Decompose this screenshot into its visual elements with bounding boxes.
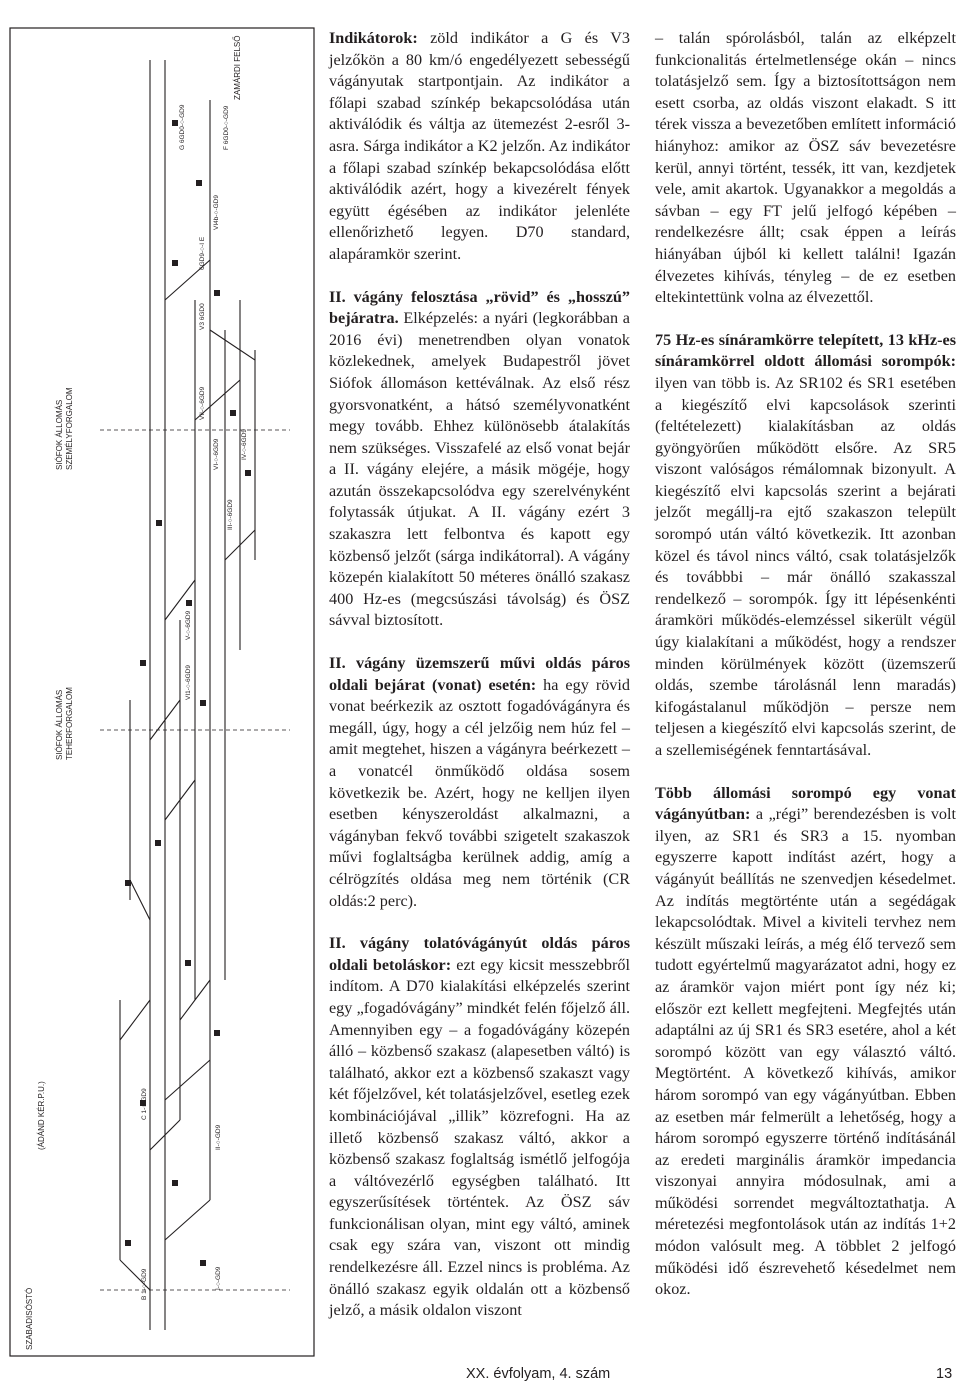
run-in-heading: II. vágány tolatóvágányút oldás páros oldali betoláskor:: [329, 934, 630, 974]
label-adand: (ÁDÁND KÉR.P.U.): [37, 1081, 46, 1150]
signal-label: IV-○-6GD9: [241, 428, 248, 460]
signal-label: B 1-○-GD9: [141, 1268, 148, 1300]
text-column-left: [329, 28, 630, 1322]
paragraph-manual-release: [329, 653, 630, 912]
signal-label: II-○-GD9: [215, 1124, 222, 1150]
paragraph-text: – talán spórolásból, talán az elképzelt funkcionalitás értelmetlensége okán – nincs tolatásjelző sem. Így a biztosítottságon nem esett csorba, az oldás viszont elakadt. S itt térek vissza a bevezetőben említett információ hiányhoz: amikor az ÖSZ sáv bevezetésre kerül, annyi történt, tessék, itt van, kezdjetek vele, amit akartok. Ugyanakkor a megoldás a sávban – egy FT jelű jelfogó képében – rendelkezésre állt; csak éppen a leírás hiányában újból ki kellett találni! Igazán élvezetes kihívás, tényleg – de ez esetben eltekintettünk volna az élvezettől.: [655, 29, 956, 307]
signal-label: G 6GD0-○-GD9: [179, 104, 186, 150]
footer-issue: XX. évfolyam, 4. szám: [466, 1366, 611, 1382]
signal-label: V3 6GD0: [199, 303, 206, 330]
signal-label: I-○-GD9: [215, 1266, 222, 1290]
signal-label: VI1-○-6GD9: [185, 665, 192, 700]
label-station-mid-sub: TEHERFORGALOM: [65, 687, 74, 760]
paragraph-text: zöld indikátor a G és V3 jelzőkön a 80 km/ó engedélyezett sebességű vágányutak startpontjain. Az indikátor a főlapi szabad színkép bekapcsolódása után aktiválódik és váltja az ütemezést 2-esről 3-asra. Sárga indikátor a K2 jelzőn. Az indikátor a főlapi szabad színkép bekapcsolódása előtt aktiválódik azért, hogy a kivezérelt fények együtt égésében az indikátor jelenléte ellenőrizhető legyen. D70 standard, alapáramkör szerint.: [329, 29, 630, 263]
signal-label: III-○-6GD9: [227, 499, 234, 530]
signal-label: C 1-○-GD9: [141, 1088, 148, 1120]
paragraph-text: ezt egy kicsit messzebbről indítom. A D70 kialakítási elképzelés szerint egy „fogadóvágány” mindkét felén főjelző áll. Amennyiben egy – a fogadóvágány közepén álló – közbenső szakasz (alapesetben váltó) is található, akkor ezt a közbenső szakaszt vagy két főjelzővel, két tolatásjelzővel, esetleg ezek kombinációjával „illik” közrefogni. Ha az illető közbenső szakasz váltó, akkor a közbenső szakasz foglaltság ismétlő jelfogója a váltóvezérlő egységben található. Itt egyszerűsítések történtek. Az ÖSZ sáv funkcionálisan olyan, mint egy váltó, aminek csak egy szára van, viszont ott mindig rendelkezésre áll. Ezzel nincs is probléma. Az önálló szakasz egyik oldalán ott a közbenső jelző, a másik oldalon viszont: [329, 955, 630, 1320]
paragraph-indicators: [329, 28, 630, 266]
track-layout-diagram: [0, 0, 318, 1360]
paragraph-shunting-release: [329, 933, 630, 1322]
signal-label: VI-○-6GD9: [213, 438, 220, 470]
run-in-heading: 75 Hz-es sínáramkörre telepített, 13 kHz-es sínáramkörrel oldott állomási sorompók:: [655, 330, 956, 371]
label-station-top-sub: SZEMÉLYFORGALOM: [65, 387, 74, 470]
run-in-heading: Indikátorok:: [329, 29, 418, 47]
text-column-right: [655, 28, 956, 1301]
label-station-mid: SIÓFOK ÁLLOMÁS: [55, 689, 64, 760]
paragraph-continuation: [655, 28, 956, 309]
signal-label: VII-○-6GD9: [199, 386, 206, 420]
label-station-top: SIÓFOK ÁLLOMÁS: [55, 399, 64, 470]
paragraph-text: a „régi” berendezésben is volt ilyen, az SR1 és SR3 a 15. nyomban egyszerre kapott indítást azért, hogy a vágányút beállítás ne szenvedjen késedelmet. Az indítás megtörténte után a segédágak lekapcsolódtak. Mivel a kiviteli tervhez nem készült műszaki leírás, a még élő tervező sem tudott egyértelmű magyarázatot adni, hogy ez az áramkör vajon miért pont így néz ki; először ezt kellett megfejteni. Megfejtés után adaptálni az új SR1 és SR3 esetére, ahol a két sorompó között van egy választó váltó. Megtörtént. A következő kihívás, amikor három sorompó van egy vágányútban. Ebben az esetben már felmerült a lehetőség, hogy a három sorompó egyszerre történő indításánál az eredeti marginális áramkör impedancia viszonyai annyira módosulnak, ami a működési sorrendet megváltoztathatja. A méretezési megfontolások után az indítás 1+2 módon valósult meg. A többlet 2 jelfogó működési idő észrevehető késedelmet nem okoz.: [655, 805, 956, 1299]
run-in-heading: II. vágány felosztása „rövid” és „hosszú” bejáratra.: [329, 287, 630, 328]
paragraph-text: ha egy rövid vonat beérkezik az osztott fogadóvágányra és megáll, úgy, hogy a cél jelzőig nem húz fel – amit megtehet, hiszen a vágányra beérkezett – a vonatcél önműködő oldása sosem következik be. Azért, hogy ne kelljen ilyen esetben kényszeroldást alkalmazni, a vágányban fekvő további szigetelt szakaszok művi foglaltságba kerülnek addig, amíg a célrögzítés oldása meg nem történik (CR oldás:2 perc).: [329, 675, 630, 910]
paragraph-text: Elképzelés: a nyári (legkorábban a 2016 évi) menetrendben olyan vonatok közlekednek, amelyek Budapestről jövet Siófok állomáson kettéválnak. Az első rész gyorsvonatként, a hátsó személyvonatként megy tovább. Ehhez különösebb átalakítás nem szükséges. Visszafelé az első vonat bejár a II. vágány elejére, a másik mögéje, hogy azután összekapcsolódva egy szerelvényként folytassák útjukat. A II. vágány ezért 3 szakaszra lett felbontva és kapott egy közbenső jelzőt (sárga indikátorral). A vágány közepén kialakított 50 méteres önálló szakasz 400 Hz-es (megcsúszási távolság) és ÖSZ sávval biztosított.: [329, 309, 630, 630]
signal-label: F 6GD0-○-GD9: [223, 105, 230, 150]
paragraph-level-crossings: [655, 330, 956, 762]
paragraph-multiple-crossings: [655, 783, 956, 1301]
paragraph-track-split: [329, 287, 630, 633]
page-number: 13: [936, 1366, 953, 1382]
run-in-heading: II. vágány üzemszerű művi oldás páros oldali bejárat (vonat) esetén:: [329, 654, 630, 694]
paragraph-text: ilyen van több is. Az SR102 és SR1 esetében a kiegészítő elvi kapcsolások szerinti (feltételezett) kialakításban az oldás gyöngyörűen működött elsőre. Az SR5 viszont valóságos rémálomnak bizonyult. A kiegészítő elvi kapcsolás szerint a bejárati jelzőt megállj-ra ejtő szakaszon települt sorompó után váltó következik. Itt azonban közel és távol nincs váltó, csak tolatásjelzők és továbbbi – már önálló szakasszal rendelkező – sorompók. Így itt lépésenkénti áramköri működés-elemzéssel sikerült végül úgy kialakítani a működést, hogy a rendszer minden körülmények között (üzemszerű oldás, szembe tárolásnál lenn maradás) kifogástalanul működjön – persze nem teljesen a kiegészítő elvi kapcsolás szerint, de a szellemiségének fenntartásával.: [655, 373, 956, 759]
label-szabadisosto: SZABADISÓSTÓ: [25, 1287, 34, 1350]
run-in-heading: Több állomási sorompó egy vonat vágányútban:: [655, 783, 956, 824]
signal-label: V-○-6GD9: [185, 610, 192, 640]
signal-label: 6GD9-○-I E: [199, 236, 206, 270]
label-zamardi: ZAMÁRDI FELSŐ: [233, 35, 242, 100]
signal-label: VI4b-○-GD9: [213, 195, 220, 230]
